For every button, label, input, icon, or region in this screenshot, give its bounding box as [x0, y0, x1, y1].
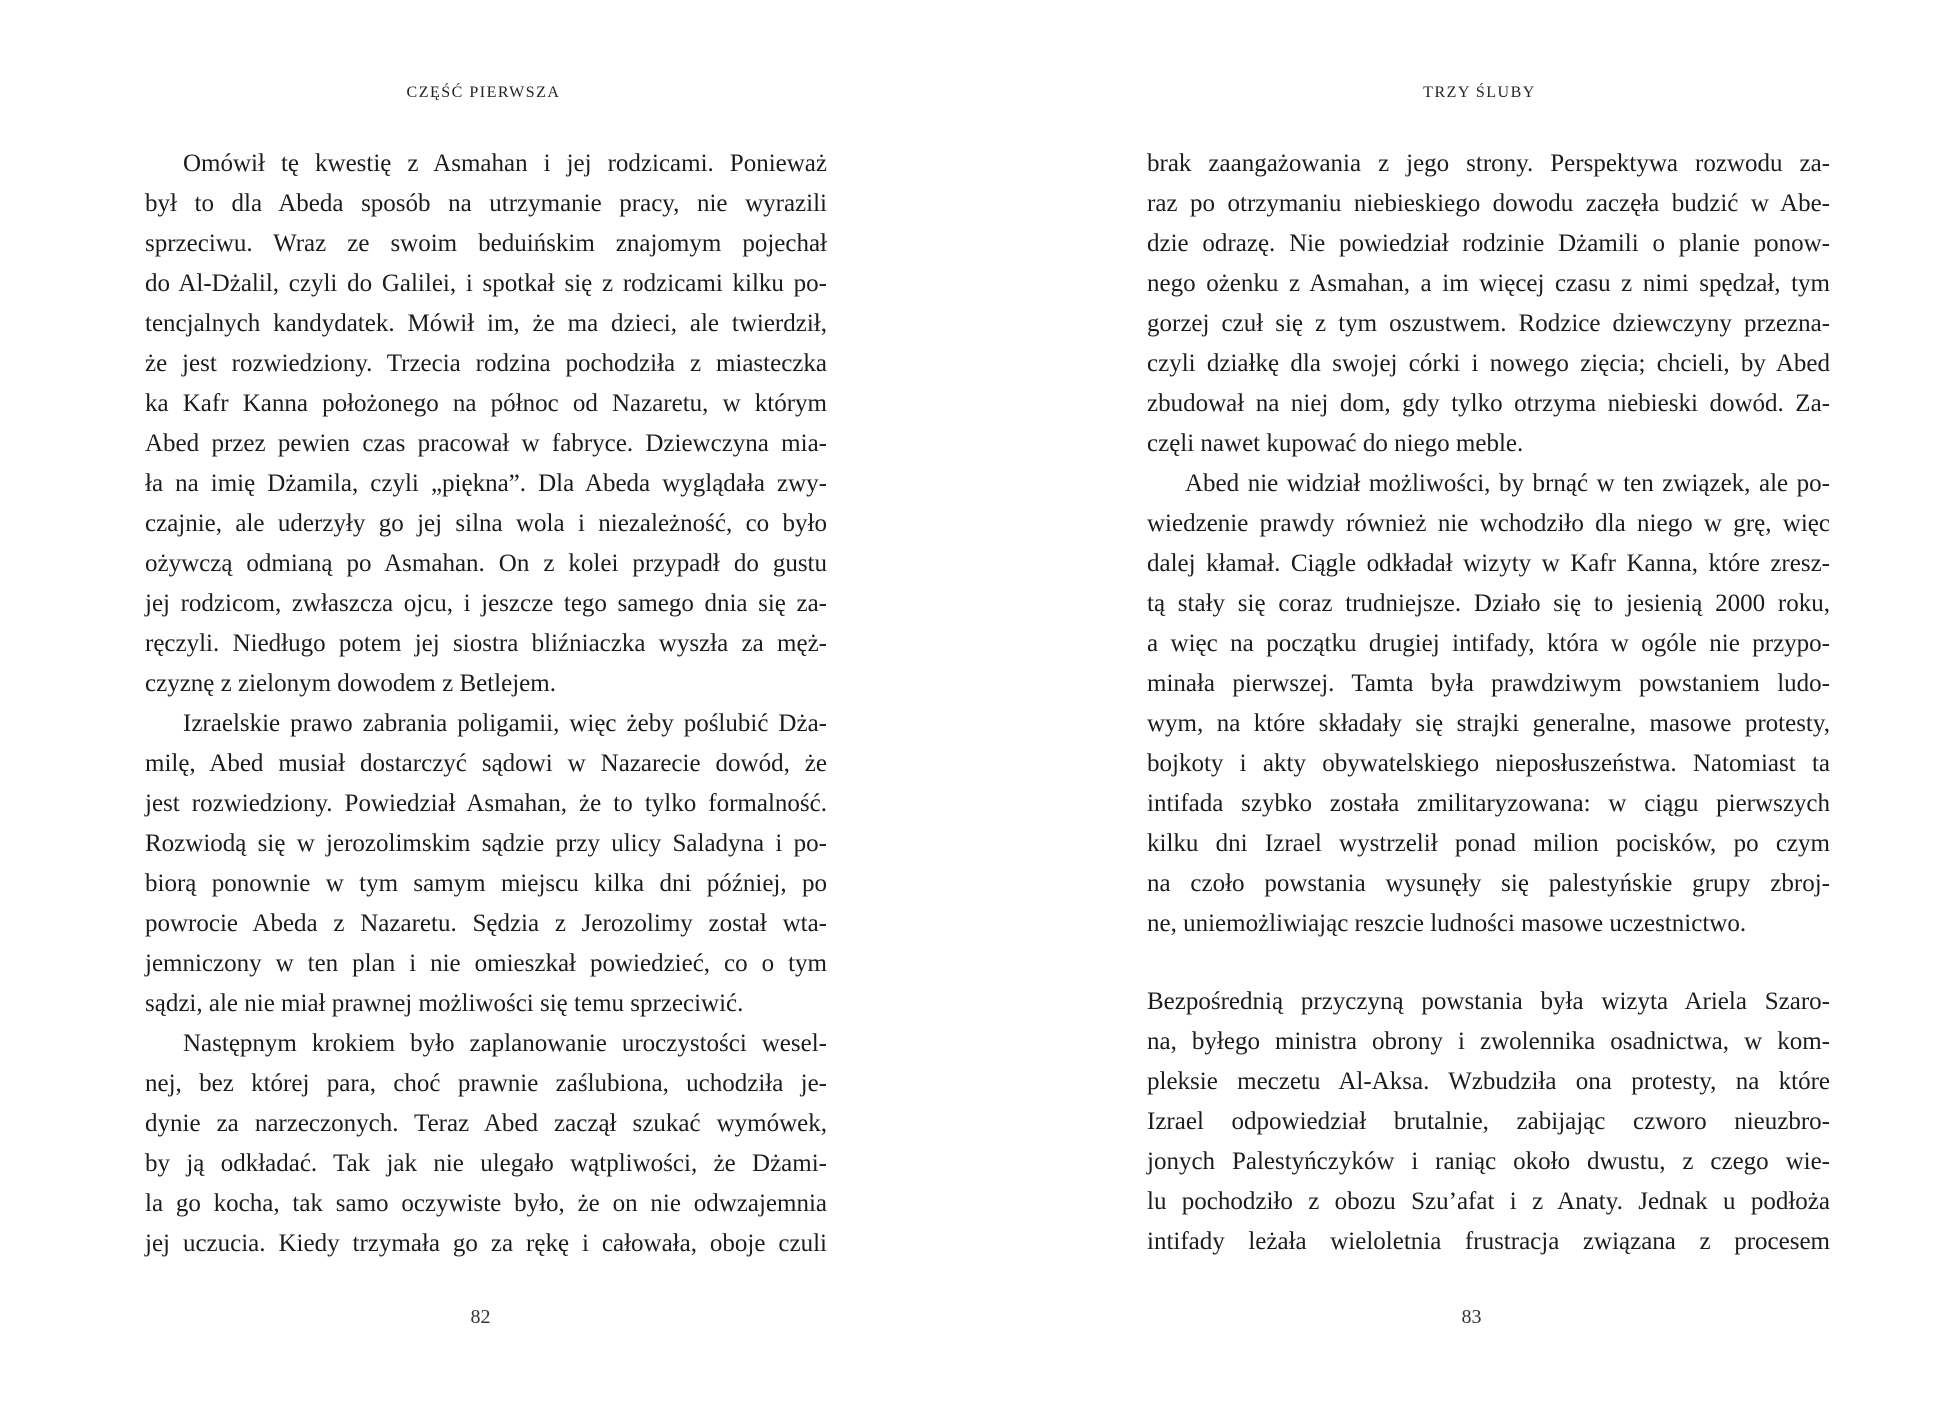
- text-line: bojkoty i akty obywatelskiego nieposłuszeństwa. Natomiast ta: [1147, 750, 1830, 777]
- text-line: Bezpośrednią przyczyną powstania była wizyta Ariela Szaro-: [1147, 988, 1830, 1015]
- text-line: zbudował na niej dom, gdy tylko otrzyma niebieski dowód. Za-: [1147, 390, 1830, 417]
- text-line: pleksie meczetu Al-Aksa. Wzbudziła ona protesty, na które: [1147, 1068, 1830, 1095]
- text-line: Następnym krokiem było zaplanowanie uroczystości wesel-: [183, 1030, 827, 1057]
- text-line: dynie za narzeczonych. Teraz Abed zaczął szukać wymówek,: [145, 1110, 827, 1137]
- text-line: że jest rozwiedziony. Trzecia rodzina pochodziła z miasteczka: [145, 350, 827, 377]
- text-line: a więc na początku drugiej intifady, która w ogóle nie przypo-: [1147, 630, 1830, 657]
- text-line: jonych Palestyńczyków i raniąc około dwustu, z czego wie-: [1147, 1148, 1830, 1175]
- text-line: tencjalnych kandydatek. Mówił im, że ma dzieci, ale twierdził,: [145, 310, 827, 337]
- text-line: sprzeciwu. Wraz ze swoim beduińskim znajomym pojechał: [145, 230, 827, 257]
- text-line: la go kocha, tak samo oczywiste było, że on nie odwzajemnia: [145, 1190, 827, 1217]
- text-line: wiedzenie prawdy również nie wchodziło dla niego w grę, więc: [1147, 510, 1830, 537]
- text-line: Izrael odpowiedział brutalnie, zabijając czworo nieuzbro-: [1147, 1108, 1830, 1135]
- text-line: minała pierwszej. Tamta była prawdziwym powstaniem ludo-: [1147, 670, 1830, 697]
- text-line: czyznę z zielonym dowodem z Betlejem.: [145, 670, 556, 697]
- text-line: intifady leżała wieloletnia frustracja związana z procesem: [1147, 1228, 1830, 1255]
- text-line: by ją odkładać. Tak jak nie ulegało wątpliwości, że Dżami-: [145, 1150, 827, 1177]
- text-line: dalej kłamał. Ciągle odkładał wizyty w Kafr Kanna, które zresz-: [1147, 550, 1830, 577]
- text-line: nej, bez której para, choć prawnie zaślubiona, uchodziła je-: [145, 1070, 827, 1097]
- text-line: wym, na które składały się strajki generalne, masowe protesty,: [1147, 710, 1830, 737]
- text-line: na, byłego ministra obrony i zwolennika osadnictwa, w kom-: [1147, 1028, 1830, 1055]
- text-line: powrocie Abeda z Nazaretu. Sędzia z Jerozolimy został wta-: [145, 910, 827, 937]
- text-line: na czoło powstania wysunęły się palestyńskie grupy zbroj-: [1147, 870, 1830, 897]
- text-line: brak zaangażowania z jego strony. Perspektywa rozwodu za-: [1147, 150, 1830, 177]
- running-head-left: CZĘŚĆ PIERWSZA: [406, 84, 561, 101]
- text-line: Abed nie widział możliwości, by brnąć w ten związek, ale po-: [1185, 470, 1830, 497]
- text-line: raz po otrzymaniu niebieskiego dowodu zaczęła budzić w Abe-: [1147, 190, 1830, 217]
- text-line: ka Kafr Kanna położonego na północ od Nazaretu, w którym: [145, 390, 827, 417]
- text-line: ręczyli. Niedługo potem jej siostra bliźniaczka wyszła za męż-: [145, 630, 827, 657]
- text-line: ożywczą odmianą po Asmahan. On z kolei przypadł do gustu: [145, 550, 827, 577]
- page-number-left: 82: [470, 1306, 491, 1328]
- text-line: do Al-Dżalil, czyli do Galilei, i spotkał się z rodzicami kilku po-: [145, 270, 827, 297]
- text-line: gorzej czuł się z tym oszustwem. Rodzice dziewczyny przezna-: [1147, 310, 1830, 337]
- text-line: jest rozwiedziony. Powiedział Asmahan, że to tylko formalność.: [145, 790, 827, 817]
- text-line: ne, uniemożliwiając reszcie ludności masowe uczestnictwo.: [1147, 910, 1747, 937]
- text-line: Abed przez pewien czas pracował w fabryce. Dziewczyna mia-: [145, 430, 827, 457]
- text-line: jemniczony w ten plan i nie omieszkał powiedzieć, co o tym: [145, 950, 827, 977]
- text-line: Omówił tę kwestię z Asmahan i jej rodzicami. Ponieważ: [183, 150, 827, 177]
- text-line: ła na imię Dżamila, czyli „piękna”. Dla Abeda wyglądała zwy-: [145, 470, 827, 497]
- text-line: Rozwiodą się w jerozolimskim sądzie przy ulicy Saladyna i po-: [145, 830, 827, 857]
- text-line: lu pochodziło z obozu Szu’afat i z Anaty. Jednak u podłoża: [1147, 1188, 1830, 1215]
- text-line: częli nawet kupować do niego meble.: [1147, 430, 1524, 457]
- text-line: czajnie, ale uderzyły go jej silna wola i niezależność, co było: [145, 510, 827, 537]
- text-line: był to dla Abeda sposób na utrzymanie pracy, nie wyrazili: [145, 190, 827, 217]
- text-line: kilku dni Izrael wystrzelił ponad milion pocisków, po czym: [1147, 830, 1830, 857]
- text-line: tą stały się coraz trudniejsze. Działo się to jesienią 2000 roku,: [1147, 590, 1830, 617]
- text-line: jej uczucia. Kiedy trzymała go za rękę i całowała, oboje czuli: [145, 1230, 827, 1257]
- running-head-right: TRZY ŚLUBY: [1423, 84, 1536, 101]
- text-line: jej rodzicom, zwłaszcza ojcu, i jeszcze tego samego dnia się za-: [145, 590, 827, 617]
- right-text-block: [1147, 144, 1830, 1262]
- text-line: biorą ponownie w tym samym miejscu kilka dni później, po: [145, 870, 827, 897]
- page-number-right: 83: [1461, 1306, 1482, 1328]
- text-line: dzie odrazę. Nie powiedział rodzinie Dżamili o planie ponow-: [1147, 230, 1830, 257]
- text-line: Izraelskie prawo zabrania poligamii, więc żeby poślubić Dża-: [183, 710, 827, 737]
- left-text-block: [145, 144, 827, 1264]
- right-page: [973, 0, 1946, 1424]
- text-line: intifada szybko została zmilitaryzowana: w ciągu pierwszych: [1147, 790, 1830, 817]
- text-line: sądzi, ale nie miał prawnej możliwości się temu sprzeciwić.: [145, 990, 744, 1017]
- text-line: milę, Abed musiał dostarczyć sądowi w Nazarecie dowód, że: [145, 750, 827, 777]
- text-line: nego ożenku z Asmahan, a im więcej czasu z nimi spędzał, tym: [1147, 270, 1830, 297]
- section-break: [1147, 944, 1830, 982]
- text-line: czyli działkę dla swojej córki i nowego zięcia; chcieli, by Abed: [1147, 350, 1830, 377]
